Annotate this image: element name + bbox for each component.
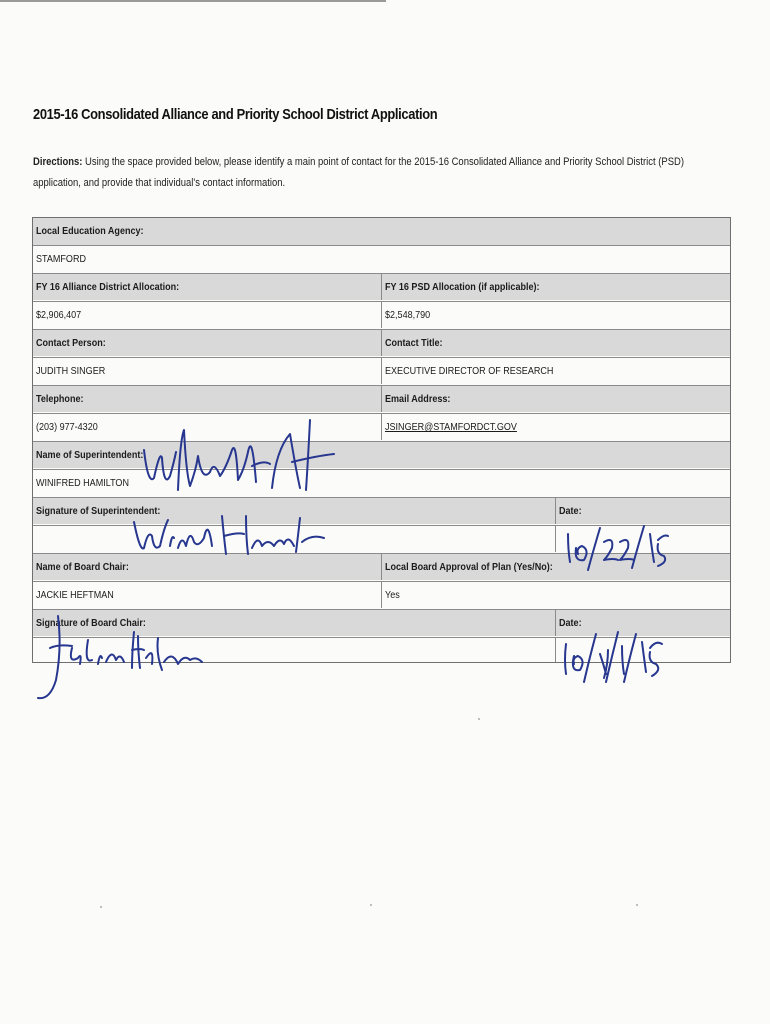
row-lea-value [33,245,730,272]
board-chair-label: Name of Board Chair: [36,561,129,573]
row-superintendent-sig-value [33,525,730,552]
directions-text: Using the space provided below, please identify a main point of contact for the 2015-16 Consolidated Alliance and Priority School District (PSD) application, and provide that individual's contact information. [33,156,684,189]
board-approval-value-cell[interactable] [381,582,730,608]
row-superintendent-value [33,469,730,496]
email-label-cell [381,386,730,412]
row-board-labels [33,553,730,580]
board-chair-sig-label-cell [33,610,555,636]
superintendent-label-cell [33,442,730,468]
telephone-label: Telephone: [36,393,84,405]
telephone-value: (203) 977-4320 [36,421,98,433]
email-link[interactable]: JSINGER@STAMFORDCT.GOV [385,421,517,433]
email-label: Email Address: [385,393,451,405]
row-phone-email-labels [33,385,730,412]
row-lea-label [33,218,730,245]
row-allocation-labels [33,273,730,300]
superintendent-value-cell[interactable] [33,470,730,496]
psd-value: $2,548,790 [385,309,431,321]
row-allocation-values [33,301,730,328]
contact-title-value: EXECUTIVE DIRECTOR OF RESEARCH [385,365,554,377]
lea-label: Local Education Agency: [36,225,144,237]
row-superintendent-sig-label [33,497,730,524]
row-phone-email-values [33,413,730,440]
board-approval-label: Local Board Approval of Plan (Yes/No): [385,561,553,573]
scan-speck [370,904,372,906]
psd-label-cell [381,274,730,300]
contact-person-value: JUDITH SINGER [36,365,106,377]
date-label-cell-2 [555,610,730,636]
board-chair-sig-value-cell[interactable] [33,638,555,662]
telephone-value-cell[interactable] [33,414,381,440]
board-chair-label-cell [33,554,381,580]
row-contact-labels [33,329,730,356]
contact-person-value-cell[interactable] [33,358,381,384]
scan-speck [478,718,480,720]
board-chair-value: JACKIE HEFTMAN [36,589,114,601]
alliance-label: FY 16 Alliance District Allocation: [36,281,180,293]
scan-speck [636,904,638,906]
psd-label: FY 16 PSD Allocation (if applicable): [385,281,540,293]
lea-label-cell [33,218,730,245]
board-approval-label-cell [381,554,730,580]
superintendent-sig-label-cell [33,498,555,524]
lea-value-cell[interactable] [33,246,730,272]
lea-value: STAMFORD [36,253,87,265]
date-label-1: Date: [559,505,582,517]
contact-form-table [32,217,731,663]
row-board-sig-label [33,609,730,636]
superintendent-sig-label: Signature of Superintendent: [36,505,161,517]
contact-title-label: Contact Title: [385,337,443,349]
directions [33,152,712,194]
board-chair-value-cell[interactable] [33,582,381,608]
email-value-cell[interactable] [381,414,730,440]
contact-person-label-cell [33,330,381,356]
alliance-label-cell [33,274,381,300]
row-contact-values [33,357,730,384]
page-title: 2015-16 Consolidated Alliance and Priority School District Application [33,106,438,123]
row-board-sig-value [33,637,730,662]
date-label-2: Date: [559,617,582,629]
telephone-label-cell [33,386,381,412]
date-label-cell-1 [555,498,730,524]
superintendent-sig-value-cell[interactable] [33,526,555,552]
contact-person-label: Contact Person: [36,337,106,349]
top-scan-edge-line [0,0,386,2]
date-value-cell-1[interactable] [555,526,730,552]
row-superintendent-label [33,441,730,468]
alliance-value-cell[interactable] [33,302,381,328]
board-approval-value: Yes [385,589,400,601]
directions-label: Directions: [33,156,83,168]
scan-speck [100,906,102,908]
superintendent-value: WINIFRED HAMILTON [36,477,129,489]
alliance-value: $2,906,407 [36,309,82,321]
contact-title-label-cell [381,330,730,356]
superintendent-label: Name of Superintendent: [36,449,144,461]
board-chair-sig-label: Signature of Board Chair: [36,617,146,629]
row-board-values [33,581,730,608]
psd-value-cell[interactable] [381,302,730,328]
date-value-cell-2[interactable] [555,638,730,662]
contact-title-value-cell[interactable] [381,358,730,384]
